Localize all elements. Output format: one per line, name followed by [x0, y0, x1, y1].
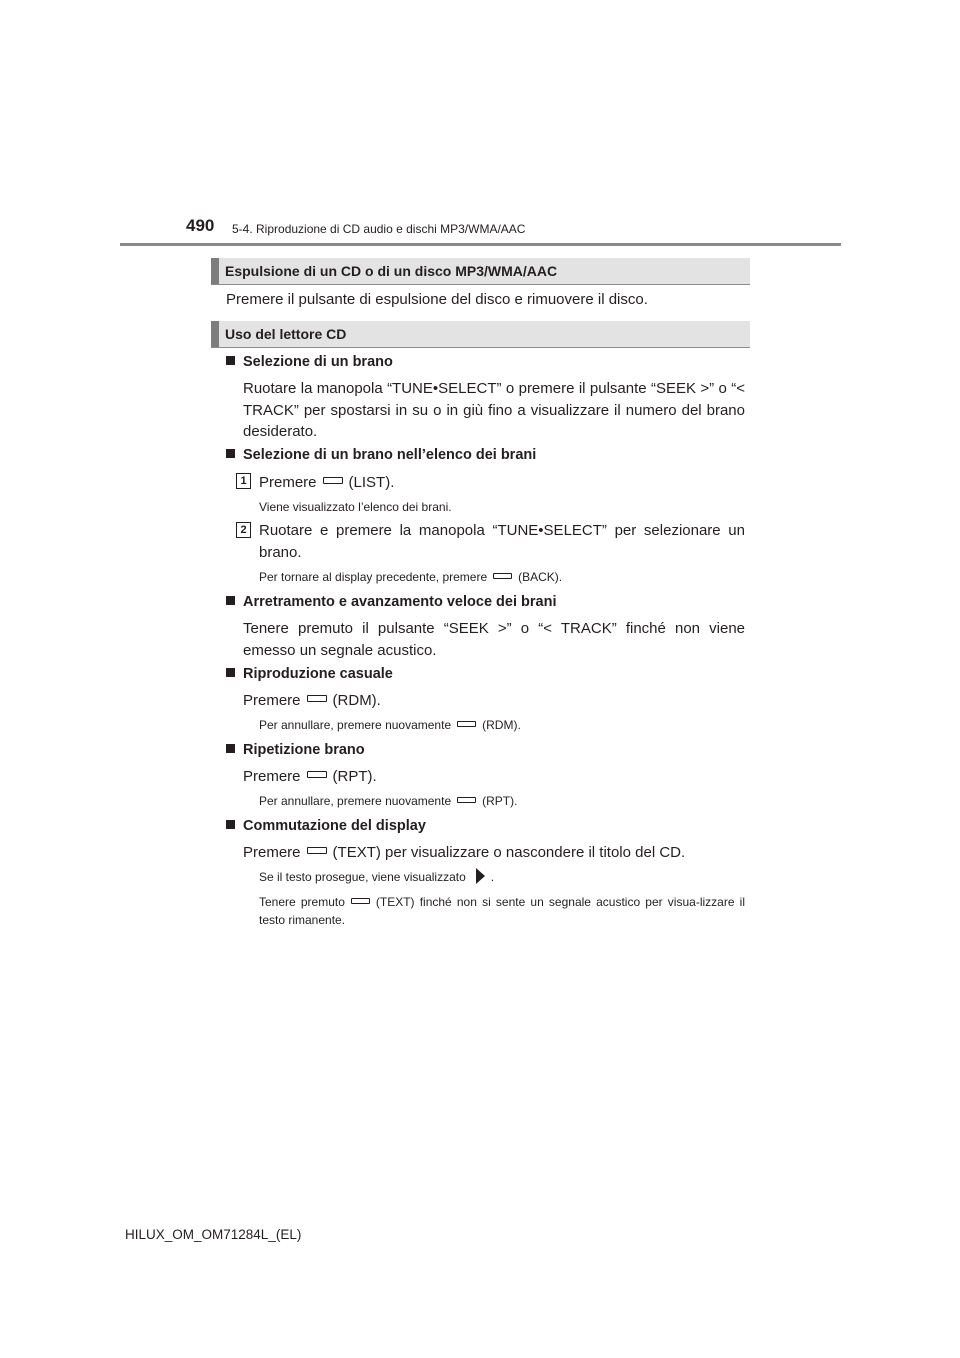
- repeat-note: Per annullare, premere nuovamente (RPT).: [259, 794, 518, 808]
- section-bar-eject: [211, 258, 750, 285]
- page-number: 490: [186, 216, 215, 235]
- heading-display: Commutazione del display: [226, 818, 426, 834]
- button-icon: [323, 477, 343, 484]
- square-bullet-icon: [226, 744, 235, 753]
- random-note: Per annullare, premere nuovamente (RDM).: [259, 718, 521, 732]
- continue-arrow-icon: [476, 868, 485, 884]
- step-number-2: 2: [236, 522, 251, 538]
- square-bullet-icon: [226, 668, 235, 677]
- section-title-player: Uso del lettore CD: [225, 326, 347, 342]
- button-icon: [457, 797, 476, 803]
- heading-list-select: Selezione di un brano nell’elenco dei brani: [226, 447, 536, 463]
- heading-repeat: Ripetizione brano: [226, 742, 365, 758]
- square-bullet-icon: [226, 356, 235, 365]
- button-icon: [351, 898, 370, 904]
- section-bar-player: [211, 321, 750, 348]
- button-icon: [307, 695, 327, 702]
- square-bullet-icon: [226, 596, 235, 605]
- button-icon: [493, 573, 512, 579]
- display-note-2: Tenere premuto (TEXT) finché non si sente un segnale acustico per visua-lizzare il testo rimanente.: [259, 895, 745, 927]
- step-2-note: Per tornare al display precedente, premere (BACK).: [259, 570, 563, 584]
- heading-fast: Arretramento e avanzamento veloce dei brani: [226, 594, 556, 610]
- display-note-1: Se il testo prosegue, viene visualizzato .: [259, 868, 494, 886]
- heading-random: Riproduzione casuale: [226, 666, 393, 682]
- heading-track-select: Selezione di un brano: [226, 354, 393, 370]
- section-title-eject: Espulsione di un CD o di un disco MP3/WMA/AAC: [225, 263, 558, 279]
- random-text: Premere (RDM).: [243, 692, 381, 709]
- square-bullet-icon: [226, 820, 235, 829]
- step-1-text: Premere (LIST).: [259, 474, 395, 491]
- track-select-text: Ruotare la manopola “TUNE•SELECT” o premere il pulsante “SEEK >” o “< TRACK” per spostarsi in su o in giù fino a visualizzare il numero del brano desiderato.: [243, 380, 745, 440]
- step-number-1: 1: [236, 473, 251, 489]
- button-icon: [307, 771, 327, 778]
- button-icon: [457, 721, 476, 727]
- step-1-note: Viene visualizzato l’elenco dei brani.: [259, 500, 452, 514]
- footer-code: HILUX_OM_OM71284L_(EL): [125, 1227, 302, 1242]
- running-head: 5-4. Riproduzione di CD audio e dischi MP3/WMA/AAC: [232, 222, 526, 236]
- header-rule: [120, 243, 841, 246]
- section-bar-accent: [211, 321, 219, 347]
- repeat-text: Premere (RPT).: [243, 768, 377, 785]
- button-icon: [307, 847, 327, 854]
- eject-text: Premere il pulsante di espulsione del disco e rimuovere il disco.: [226, 291, 648, 308]
- section-bar-accent: [211, 258, 219, 284]
- display-text: Premere (TEXT) per visualizzare o nascondere il titolo del CD.: [243, 844, 686, 861]
- step-2-text: Ruotare e premere la manopola “TUNE•SELECT” per selezionare un brano.: [259, 522, 745, 561]
- square-bullet-icon: [226, 449, 235, 458]
- fast-text: Tenere premuto il pulsante “SEEK >” o “< TRACK” finché non viene emesso un segnale acustico.: [243, 620, 745, 659]
